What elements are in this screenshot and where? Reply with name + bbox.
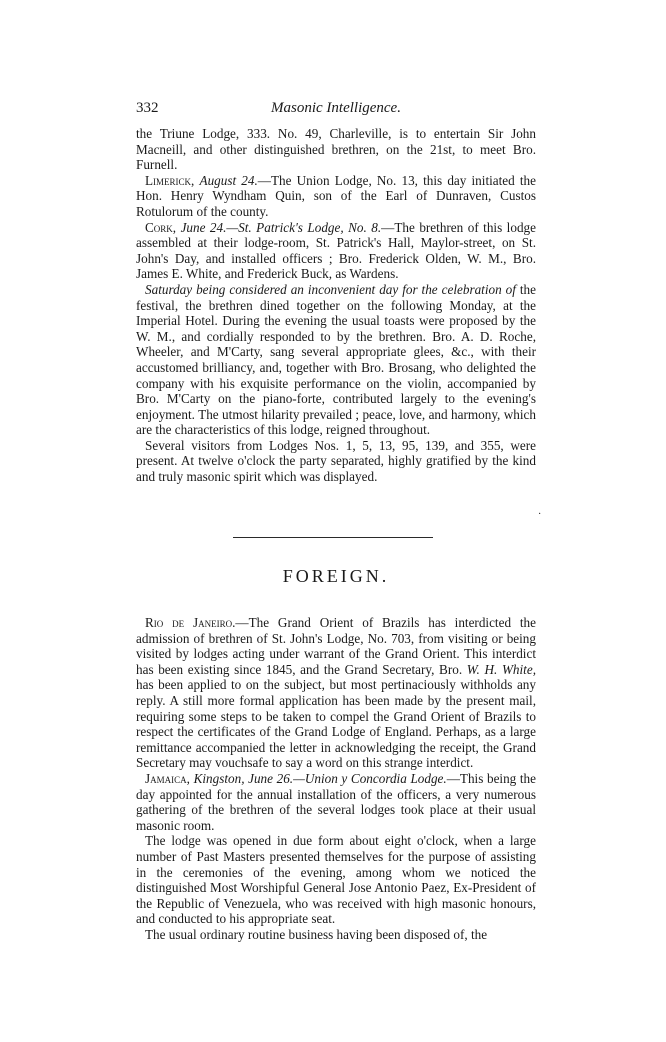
- lodge-title: —St. Patrick's Lodge, No. 8.: [226, 219, 382, 235]
- paragraph-rio: [136, 615, 536, 771]
- paragraph-visitors: [136, 438, 536, 485]
- paragraph-text: —This being the day appointed for the annual installation of the officers, a very numerous gathering of the brethren of the several lodges took place at their usual masonic room.: [136, 770, 536, 833]
- place-lead: Limerick,: [145, 172, 195, 188]
- paragraph-text: the Triune Lodge, 333. No. 49, Charleville, is to entertain Sir John Macneill, and other distinguished brethren, on the 21st, to meet Bro. Furnell.: [136, 126, 536, 173]
- paragraph-text: —The brethren of this lodge assembled at their lodge-room, St. Patrick's Hall, Maylor-street, on St. John's Day, and installed officers ; Bro. Frederick Olden, W. M., Bro. James E. White, and Frederick Buck, as Wardens.: [136, 219, 536, 282]
- section-foreign: [136, 615, 536, 942]
- place-lead: Cork,: [145, 219, 177, 235]
- running-title: Masonic Intelligence.: [271, 100, 401, 116]
- page-header: [136, 100, 536, 120]
- paragraph-text: —The Grand Orient of Brazils has interdicted the admission of brethren of St. John's Lodge, No. 703, from visiting or being visited by lodges acting under warrant of the Grand Orient. This interdict has been existing since 1845, and the Grand Secretary, Bro.: [136, 615, 536, 677]
- place-date: Kingston, June 26.: [193, 770, 294, 786]
- paragraph-lodge-opened: [136, 833, 536, 927]
- page-number: 332: [136, 100, 159, 116]
- stray-mark: ·: [538, 509, 542, 520]
- paragraph-text: The lodge was opened in due form about eight o'clock, when a large number of Past Masters presented themselves for the purpose of assisting in the ceremonies of the evening, among whom we noticed the distinguished Most Worshipful General Jose Antonio Paez, Ex-President of the Republic of Venezuela, who was received with high masonic honours, and conducted to his appropriate seat.: [136, 833, 536, 927]
- paragraph-festival: [136, 282, 536, 438]
- paragraph-text-continued: has been applied to on the subject, but most pertinaciously withholds any reply. A still more formal application has been made by the present mail, requiring some steps to be taken to compel the Grand Orient of Brazils to respect the certificates of the Grand Lodge of England. Perhaps, as a large remittance accompanied the letter in acknowledging the receipt, the Grand Secretary may vouchsafe to say a word on this strange interdict.: [136, 677, 536, 771]
- paragraph-triune: [136, 126, 536, 173]
- paragraph-text: The usual ordinary routine business having been disposed of, the: [145, 926, 488, 942]
- section-heading: FOREIGN.: [282, 566, 390, 586]
- section-domestic: [136, 126, 536, 485]
- paragraph-text: the festival, the brethren dined together on the following Monday, at the Imperial Hotel. During the evening the usual toasts were proposed by the W. M., and cordially responded to by the brethren. Bro. A. D. Roche, Wheeler, and M'Carty, sang several appropriate glees, &c., with their accustomed brilliancy, and, together with Bro. Brosang, who delighted the company with his exquisite performance on the violin, accompanied by Bro. M'Carty on the piano-forte, contributed largely to the evening's enjoyment. The utmost hilarity prevailed ; peace, love, and harmony, which are the characteristics of this lodge, reigned throughout.: [136, 281, 536, 438]
- section-divider: [233, 537, 433, 538]
- name-text: W. H. White,: [466, 661, 537, 677]
- date-text: August 24.: [199, 172, 258, 188]
- paragraph-jamaica: [136, 771, 536, 833]
- paragraph-cork: [136, 220, 536, 282]
- paragraph-routine: [136, 927, 536, 943]
- paragraph-text: —The Union Lodge, No. 13, this day initiated the Hon. Henry Wyndham Quin, son of the Earl of Dunraven, Custos Rotulorum of the county.: [136, 172, 536, 219]
- lodge-title: —Union y Concordia Lodge.: [293, 770, 447, 786]
- place-lead: Rio de Janeiro.: [145, 615, 236, 630]
- paragraph-text: Several visitors from Lodges Nos. 1, 5, 13, 95, 139, and 355, were present. At twelve o'clock the party separated, highly gratified by the kind and truly masonic spirit which was displayed.: [136, 437, 536, 485]
- italic-text: Saturday being considered an inconvenient day for the celebration of: [145, 281, 516, 297]
- place-lead: Jamaica,: [145, 770, 190, 786]
- paragraph-limerick: [136, 173, 536, 220]
- date-text: June 24.: [180, 219, 227, 235]
